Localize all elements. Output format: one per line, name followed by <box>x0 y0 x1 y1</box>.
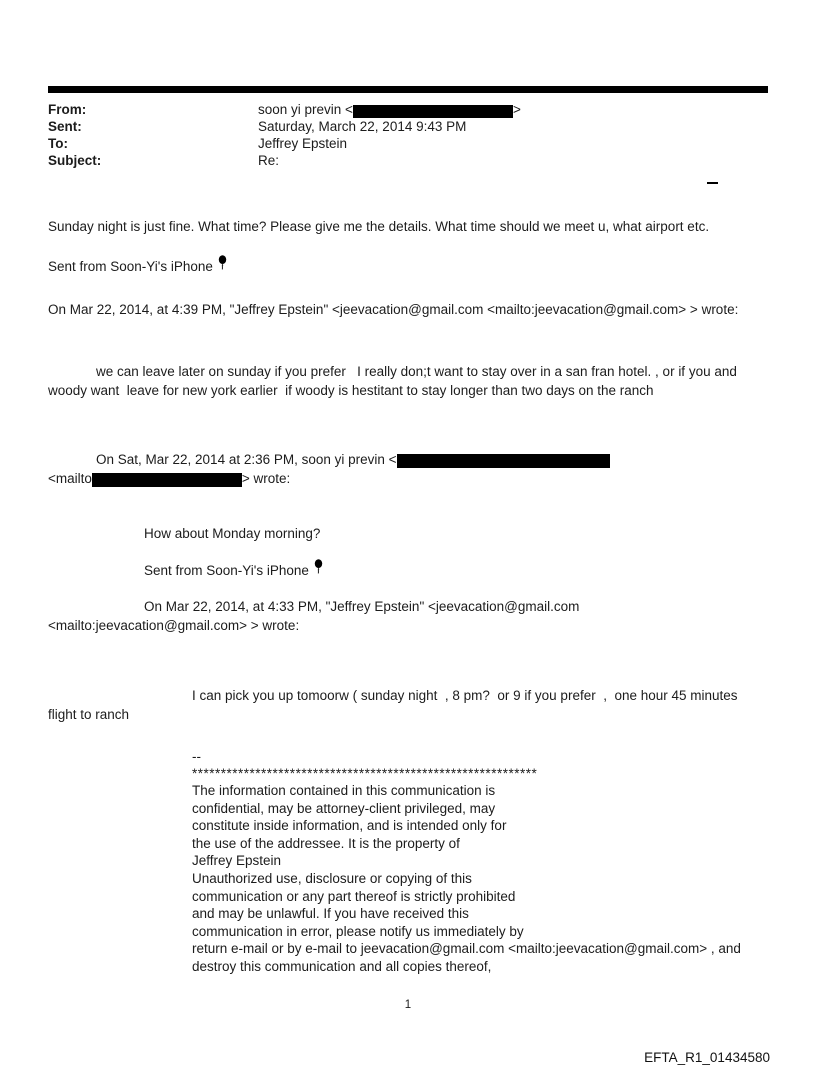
quote3-body <box>48 686 768 724</box>
disclaimer-line: and may be unlawful. If you have received this <box>192 906 469 922</box>
subject-value: Re: <box>258 153 280 168</box>
quote2-header-line2 <box>48 469 768 488</box>
quote1-body <box>48 362 768 400</box>
quote2-header-line1-text: On Sat, Mar 22, 2014 at 2:36 PM, soon yi previn < <box>96 452 397 467</box>
quote3-body-line1: I can pick you up tomoorw ( sunday night , 8 pm? or 9 if you prefer , one hour 45 minutes <box>192 688 738 703</box>
balloon-icon <box>217 255 228 275</box>
email-header-block <box>48 101 768 169</box>
disclaimer-line: confidential, may be attorney-client privileged, may <box>192 800 496 816</box>
disclaimer-line: The information contained in this communication is <box>192 783 496 798</box>
quote3-body-line2: flight to ranch <box>48 707 130 722</box>
disclaimer-line: destroy this communication and all copies thereof, <box>192 958 492 974</box>
from-value-text: soon yi previn < <box>258 102 353 117</box>
to-value: Jeffrey Epstein <box>258 136 348 151</box>
disclaimer-line: the use of the addressee. It is the property of <box>192 835 460 851</box>
quote2-header-line2-prefix: <mailto <box>48 471 92 486</box>
balloon-icon <box>313 559 324 579</box>
quote2-header <box>48 450 768 488</box>
from-label: From: <box>48 102 87 117</box>
quote3-header-line1: On Mar 22, 2014, at 4:33 PM, "Jeffrey Epstein" <jeevacation@gmail.com <box>144 599 580 614</box>
quote2-header-line1 <box>48 450 768 469</box>
body-paragraph-1: Sunday night is just fine. What time? Please give me the details. What time should we meet u, what airport etc. <box>48 219 710 234</box>
to-row <box>48 135 768 152</box>
sent-value: Saturday, March 22, 2014 9:43 PM <box>258 119 467 134</box>
disclaimer-block <box>48 782 768 976</box>
signature-text-1: Sent from Soon-Yi's iPhone <box>48 259 213 274</box>
page-number: 1 <box>404 998 412 1011</box>
signature-line-1 <box>48 257 768 276</box>
redaction-bar <box>397 454 610 468</box>
quote3-header <box>48 597 768 635</box>
disclaimer-line: communication in error, please notify us immediately by <box>192 923 524 939</box>
from-row <box>48 101 768 118</box>
signature-text-2: Sent from Soon-Yi's iPhone <box>144 563 309 578</box>
bates-number: EFTA_R1_01434580 <box>644 1050 770 1065</box>
subject-row <box>48 152 768 169</box>
quote1-body-line2: woody want leave for new york earlier if woody is hestitant to stay longer than two days on the ranch <box>48 383 654 398</box>
from-value-close: > <box>512 102 521 117</box>
quote2-body: How about Monday morning? <box>144 526 321 541</box>
subject-label: Subject: <box>48 153 102 168</box>
document-content <box>0 86 816 1011</box>
disclaimer-line: Unauthorized use, disclosure or copying of this <box>192 870 472 886</box>
quote3-header-line2: <mailto:jeevacation@gmail.com> > wrote: <box>48 618 300 633</box>
header-divider-rule <box>48 86 768 93</box>
quote2-header-line2-suffix: > wrote: <box>241 471 291 486</box>
disclaimer-line: communication or any part thereof is strictly prohibited <box>192 888 516 904</box>
disclaimer-line: return e-mail or by e-mail to jeevacation@gmail.com <mailto:jeevacation@gmail.com> , and <box>192 941 741 957</box>
sent-row <box>48 118 768 135</box>
to-label: To: <box>48 136 68 151</box>
from-value <box>258 101 768 118</box>
sent-label: Sent: <box>48 119 82 134</box>
quote1-body-line1: we can leave later on sunday if you prefer I really don;t want to stay over in a san fran hotel. , or if you and <box>96 364 737 379</box>
signature-line-2 <box>48 561 768 580</box>
stray-mark <box>707 182 718 184</box>
signature-divider: -- <box>192 749 201 764</box>
disclaimer-line: constitute inside information, and is intended only for <box>192 818 507 834</box>
disclaimer-line: Jeffrey Epstein <box>192 853 282 869</box>
quote1-header: On Mar 22, 2014, at 4:39 PM, "Jeffrey Epstein" <jeevacation@gmail.com <mailto:jeevacation@gmail.com> > wrote: <box>48 302 739 317</box>
redaction-bar <box>353 105 513 118</box>
redaction-bar <box>92 473 242 487</box>
asterisk-rule: ************************************************************ <box>192 766 538 781</box>
